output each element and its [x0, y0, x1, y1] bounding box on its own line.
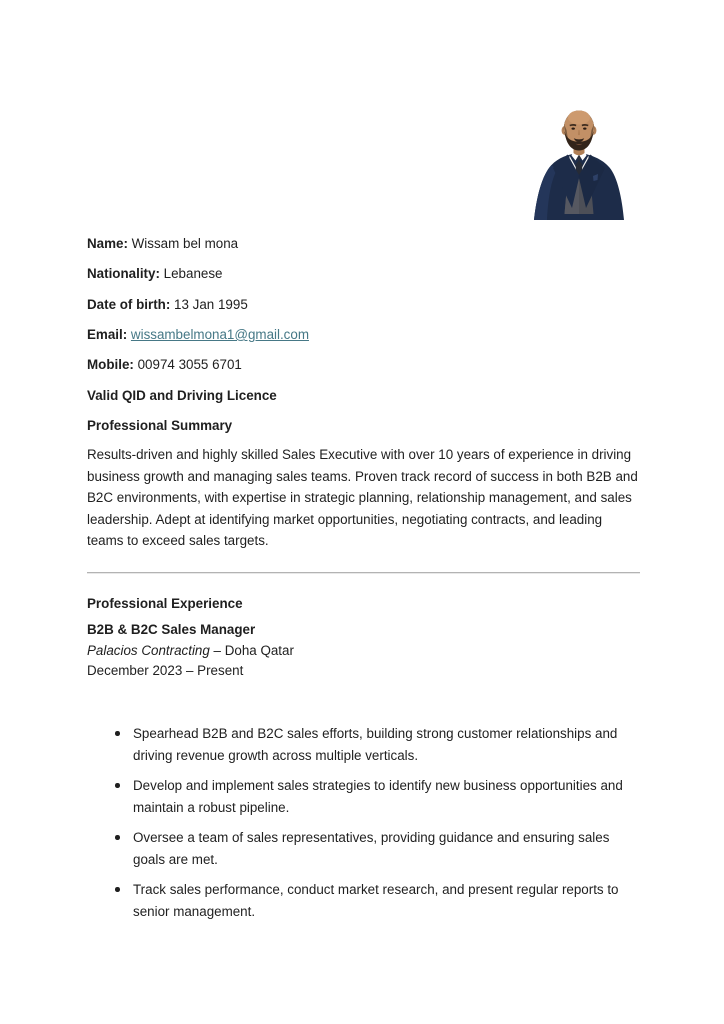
job-dates: December 2023 – Present: [87, 663, 244, 678]
duty-item: [87, 775, 640, 818]
email-link[interactable]: wissambelmona1@gmail.com: [130, 327, 309, 342]
bullet-icon: [115, 783, 120, 788]
duty-text: Track sales performance, conduct market research, and present regular reports to senior management.: [133, 882, 619, 919]
bullet-icon: [115, 835, 120, 840]
duty-item: [87, 723, 640, 766]
contact-label: Date of birth:: [87, 297, 171, 312]
duty-item: [87, 879, 640, 922]
company-name: Palacios Contracting: [87, 642, 210, 658]
contact-label: Name:: [87, 236, 128, 251]
contact-value: Wissam bel mona: [131, 236, 239, 251]
headshot-photo: [527, 100, 631, 220]
contact-label: Mobile:: [87, 357, 134, 372]
section-divider: [87, 572, 640, 574]
job-company-line: [87, 641, 640, 662]
contact-field-email: [87, 324, 640, 346]
licence-line: Valid QID and Driving Licence: [87, 388, 277, 403]
summary-heading: Professional Summary: [87, 418, 233, 433]
contact-field-birthdate: [87, 294, 640, 316]
bullet-icon: [115, 887, 120, 892]
duty-text: Spearhead B2B and B2C sales efforts, building strong customer relationships and driving revenue growth across multiple verticals.: [133, 726, 618, 763]
bullet-icon: [115, 731, 120, 736]
contact-value: Lebanese: [163, 266, 223, 281]
contact-value: 13 Jan 1995: [174, 297, 248, 312]
contact-value: 00974 3055 6701: [137, 357, 242, 372]
experience-heading: Professional Experience: [87, 596, 243, 611]
duty-item: [87, 827, 640, 870]
summary-paragraph: Results-driven and highly skilled Sales Executive with over 10 years of experience in driving business growth and managing sales teams. Proven track record of success in both B2B and B2C environments, with expertise in strategic planning, relationship management, and sales leadership. Adept at identifying market opportunities, negotiating contracts, and leading teams to exceed sales targets.: [87, 447, 638, 548]
job-title: B2B & B2C Sales Manager: [87, 622, 256, 637]
duties-list: [87, 723, 640, 931]
headshot-illustration: [527, 100, 631, 220]
contact-field-mobile: [87, 354, 640, 376]
duty-text: Develop and implement sales strategies to identify new business opportunities and maintain a robust pipeline.: [133, 778, 623, 815]
contact-field-name: [87, 233, 640, 255]
job-entry: [87, 620, 640, 682]
duty-text: Oversee a team of sales representatives, providing guidance and ensuring sales goals are met.: [133, 830, 610, 867]
contact-label: Email:: [87, 327, 128, 342]
contact-label: Nationality:: [87, 266, 160, 281]
company-location: – Doha Qatar: [213, 642, 294, 658]
contact-field-nationality: [87, 263, 640, 285]
